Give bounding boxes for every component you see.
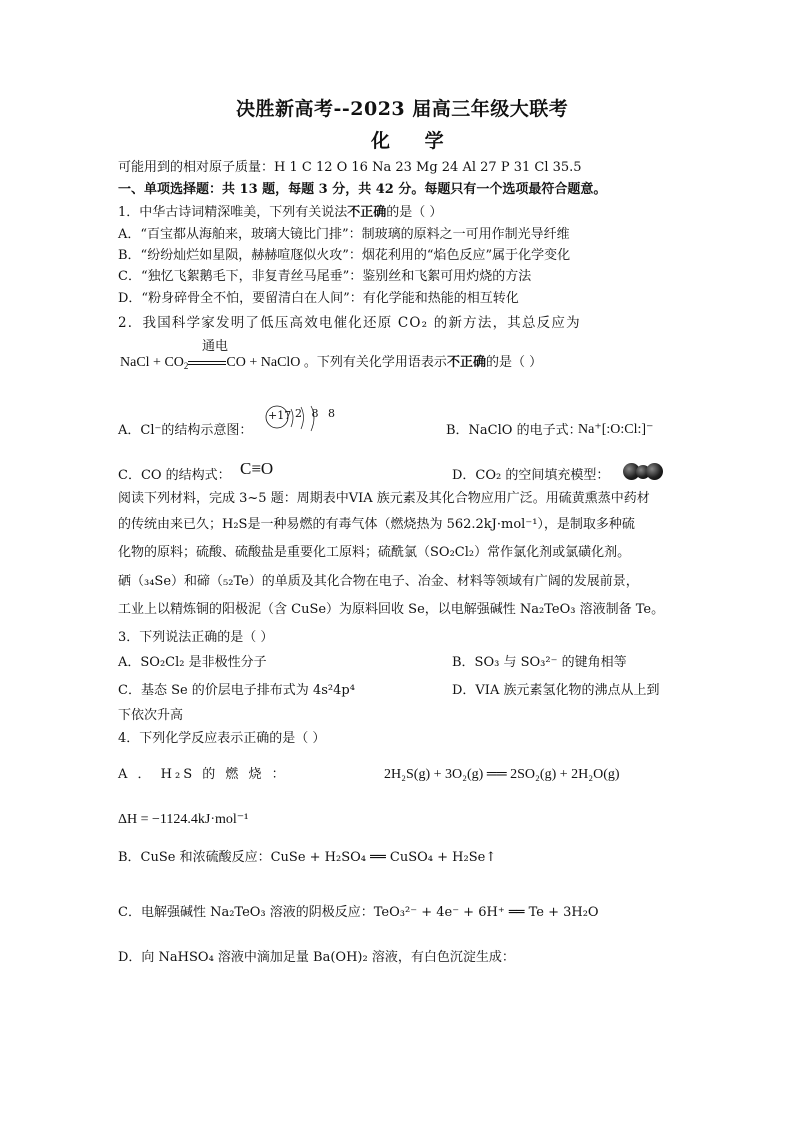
question-2-option-b: B．NaClO 的电子式： [446, 423, 582, 438]
enthalpy-change: ΔH = −1124.4kJ·mol⁻¹ [118, 812, 249, 827]
co2-space-filling-model [623, 461, 663, 480]
question-3-option-d: D．VIA 族元素氢化物的沸点从上到 [452, 683, 660, 698]
reaction-subscript: 2 [183, 361, 189, 371]
question-1-stem [118, 205, 442, 221]
question-2-line1: 2．我国科学家发明了低压高效电催化还原 CO₂ 的新方法，其总反应为 [118, 315, 581, 331]
question-4-option-d: D．向 NaHSO₄ 溶液中滴加足量 Ba(OH)₂ 溶液，有白色沉淀生成： [118, 950, 515, 965]
stem-emphasis: 不正确 [446, 355, 486, 370]
question-2-option-a: A．Cl⁻的结构示意图： [118, 423, 253, 438]
passage-line-3: 化物的原料；硫酸、硫酸盐是重要化工原料；硫酰氯（SO₂Cl₂）常作氯化剂或氯磺化剂。 [118, 545, 631, 560]
stem-text: 1．中华古诗词精深唯美，下列有关说法 [118, 205, 348, 220]
stem-text: 。下列有关化学用语表示 [303, 355, 447, 370]
subject-title: 化 学 [371, 130, 458, 152]
equal-sign [188, 361, 226, 365]
passage-line-4: 硒（₃₄Se）和碲（₅₂Te）的单质及其化合物在电子、冶金、材料等领域有广阔的发展前景， [118, 574, 639, 589]
passage-line-5: 工业上以精炼铜的阳极泥（含 CuSe）为原料回收 Se，以电解强碱性 Na₂TeO₃ 溶液制备 Te。 [118, 602, 665, 617]
atomic-masses: 可能用到的相对原子质量：H 1 C 12 O 16 Na 23 Mg 24 Al 27 P 31 Cl 35.5 [118, 160, 582, 175]
question-2-option-d: D．CO₂ 的空间填充模型： [452, 468, 610, 483]
question-3-option-b: B．SO₃ 与 SO₃²⁻ 的键角相等 [452, 655, 627, 670]
question-4-stem: 4．下列化学反应表示正确的是（ ） [118, 731, 326, 746]
question-1-option-d: D．“粉身碎骨全不怕，要留清白在人间”：有化学能和热能的相互转化 [118, 291, 519, 306]
reaction-right: CO + NaClO [226, 355, 301, 370]
oxygen-atom-icon [646, 463, 663, 480]
question-3-option-c: C．基态 Se 的价层电子排布式为 4s²4p⁴ [118, 683, 355, 698]
question-2-reaction [120, 355, 542, 372]
question-1-option-a: A．“百宝都从海舶来，玻璃大镜比门排”：制玻璃的原料之一可用作制光导纤维 [118, 227, 570, 242]
stem-emphasis: 不正确 [347, 205, 387, 220]
electron-shells: 2 8 8 [295, 407, 338, 420]
nucleus-charge: +17 [268, 409, 292, 422]
stem-text-tail: 的是（ ） [386, 205, 443, 220]
stem-text-tail: 的是（ ） [485, 355, 543, 370]
passage-line-1: 阅读下列材料，完成 3~5 题：周期表中VIA 族元素及其化合物应用广泛。用硫黄熏蒸中药材 [118, 491, 650, 506]
question-3-option-d-cont: 下依次升高 [118, 708, 184, 723]
question-4-option-c: C．电解强碱性 Na₂TeO₃ 溶液的阴极反应：TeO₃²⁻ + 4e⁻ + 6H⁺ ══ Te + 3H₂O [118, 905, 599, 920]
co-structural-formula: C≡O [240, 459, 274, 478]
passage-line-2: 的传统由来已久；H₂S是一种易燃的有毒气体（燃烧热为 562.2kJ·mol⁻¹），是制取多种硫 [118, 517, 635, 532]
question-4-option-a: A ． H₂S 的 燃 烧 ： [118, 767, 288, 782]
question-1-option-c: C．“独忆飞絮鹅毛下，非复青丝马尾垂”：鉴别丝和飞絮可用灼烧的方法 [118, 269, 532, 284]
reaction-condition: 通电 [202, 339, 229, 354]
question-1-option-b: B．“纷纷灿烂如星陨，赫赫喧豗似火攻”：烟花利用的“焰色反应”属于化学变化 [118, 248, 571, 263]
h2s-combustion-equation: 2H₂S(g) + 3O₂(g) ══ 2SO₂(g) + 2H₂O(g) [384, 767, 620, 782]
exam-title: 决胜新高考--2023 届高三年级大联考 [236, 98, 569, 120]
question-4-option-b: B．CuSe 和浓硫酸反应：CuSe + H₂SO₄ ══ CuSO₄ + H₂Se↑ [118, 850, 497, 865]
naclo-electron-formula: Na⁺[:O:Cl:]⁻ [578, 422, 654, 437]
question-2-option-c: C．CO 的结构式： [118, 468, 231, 483]
reaction-left: NaCl + CO [120, 355, 184, 370]
question-3-stem: 3．下列说法正确的是（ ） [118, 630, 274, 645]
question-3-option-a: A．SO₂Cl₂ 是非极性分子 [118, 655, 267, 670]
section-heading: 一、单项选择题：共 13 题，每题 3 分，共 42 分。每题只有一个选项最符合题意。 [118, 182, 607, 197]
